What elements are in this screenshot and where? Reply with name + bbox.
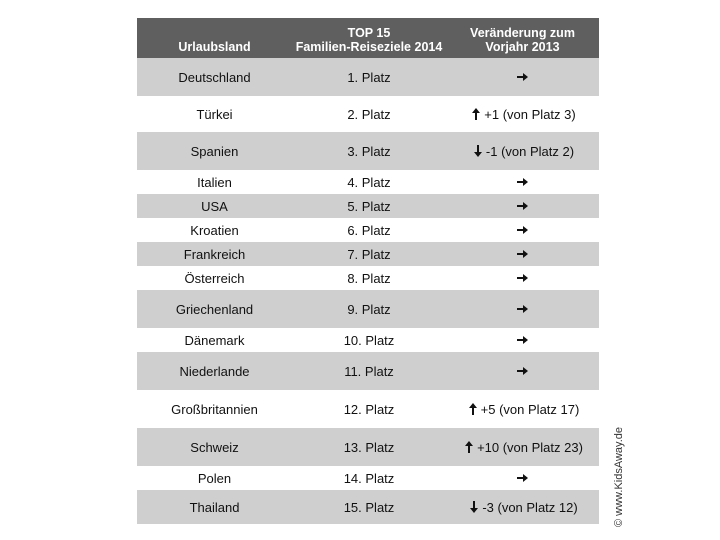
change-cell (446, 402, 599, 417)
rank-cell: 2. Platz (347, 106, 391, 122)
table-row (137, 194, 599, 218)
arrow-right-icon (515, 175, 529, 189)
rank-cell: 1. Platz (347, 69, 391, 85)
arrow-up-icon (466, 402, 480, 416)
table-row (137, 428, 599, 466)
change-text: -3 (von Platz 12) (482, 499, 578, 515)
change-cell (446, 247, 599, 261)
arrow-right-icon (515, 302, 529, 316)
table-row (137, 218, 599, 242)
country-cell: Großbritannien (171, 401, 258, 417)
table-row (137, 242, 599, 266)
rank-cell: 6. Platz (347, 222, 391, 238)
rank-cell: 7. Platz (347, 246, 391, 262)
country-cell: Dänemark (184, 332, 245, 348)
header-top15-line2: Familien-Reiseziele 2014 (295, 40, 443, 54)
rank-cell: 14. Platz (343, 470, 395, 486)
table-row (137, 290, 599, 328)
change-cell (446, 364, 599, 378)
arrow-right-icon (515, 364, 529, 378)
rank-cell: 13. Platz (343, 439, 395, 455)
rank-cell: 4. Platz (347, 174, 391, 190)
table-row (137, 58, 599, 96)
country-cell: Kroatien (190, 222, 239, 238)
change-cell (446, 223, 599, 237)
table-row (137, 132, 599, 170)
rank-cell: 9. Platz (347, 301, 391, 317)
country-cell: USA (201, 198, 228, 214)
arrow-right-icon (515, 223, 529, 237)
change-cell (446, 440, 599, 455)
header-veraenderung-line1: Veränderung zum (470, 26, 575, 40)
arrow-right-icon (515, 471, 529, 485)
arrow-right-icon (515, 199, 529, 213)
arrow-down-icon (467, 500, 481, 514)
table-row (137, 390, 599, 428)
change-cell (446, 70, 599, 84)
rank-cell: 3. Platz (347, 143, 391, 159)
table-row (137, 352, 599, 390)
arrow-up-icon (462, 440, 476, 454)
country-cell: Schweiz (190, 439, 239, 455)
table-row (137, 466, 599, 490)
change-text: -1 (von Platz 2) (485, 143, 575, 159)
change-cell (446, 271, 599, 285)
table-row (137, 266, 599, 290)
change-cell (446, 471, 599, 485)
country-cell: Niederlande (179, 363, 250, 379)
country-cell: Italien (197, 174, 232, 190)
arrow-up-icon (469, 107, 483, 121)
country-cell: Österreich (184, 270, 245, 286)
country-cell: Griechenland (175, 301, 254, 317)
rank-cell: 15. Platz (343, 499, 395, 515)
header-veraenderung (446, 18, 599, 58)
header-top15 (292, 18, 446, 58)
change-text: +5 (von Platz 17) (480, 401, 580, 417)
change-cell (446, 333, 599, 347)
arrow-down-icon (471, 144, 485, 158)
change-cell (446, 302, 599, 316)
change-text: +10 (von Platz 23) (477, 439, 583, 455)
header-veraenderung-line2: Vorjahr 2013 (485, 40, 560, 54)
country-cell: Spanien (190, 143, 239, 159)
arrow-right-icon (515, 70, 529, 84)
rank-cell: 12. Platz (343, 401, 395, 417)
header-top15-line1: TOP 15 (347, 26, 391, 40)
change-cell (446, 107, 599, 122)
rank-cell: 8. Platz (347, 270, 391, 286)
table-row (137, 490, 599, 524)
table-body (137, 58, 599, 524)
country-cell: Türkei (196, 106, 233, 122)
table-header (137, 18, 599, 58)
header-urlaubsland: Urlaubsland (178, 40, 251, 54)
ranking-table (137, 18, 599, 524)
rank-cell: 11. Platz (344, 363, 394, 379)
change-cell (446, 500, 599, 515)
country-cell: Deutschland (178, 69, 251, 85)
change-cell (446, 175, 599, 189)
change-text: +1 (von Platz 3) (484, 106, 576, 122)
table-row (137, 96, 599, 132)
change-cell (446, 144, 599, 159)
table-row (137, 328, 599, 352)
table-row (137, 170, 599, 194)
copyright-note: © www.KidsAway.de (613, 426, 625, 527)
country-cell: Thailand (189, 499, 240, 515)
rank-cell: 5. Platz (347, 198, 391, 214)
country-cell: Polen (197, 470, 232, 486)
change-cell (446, 199, 599, 213)
arrow-right-icon (515, 333, 529, 347)
arrow-right-icon (515, 247, 529, 261)
country-cell: Frankreich (183, 246, 246, 262)
arrow-right-icon (515, 271, 529, 285)
rank-cell: 10. Platz (343, 332, 395, 348)
